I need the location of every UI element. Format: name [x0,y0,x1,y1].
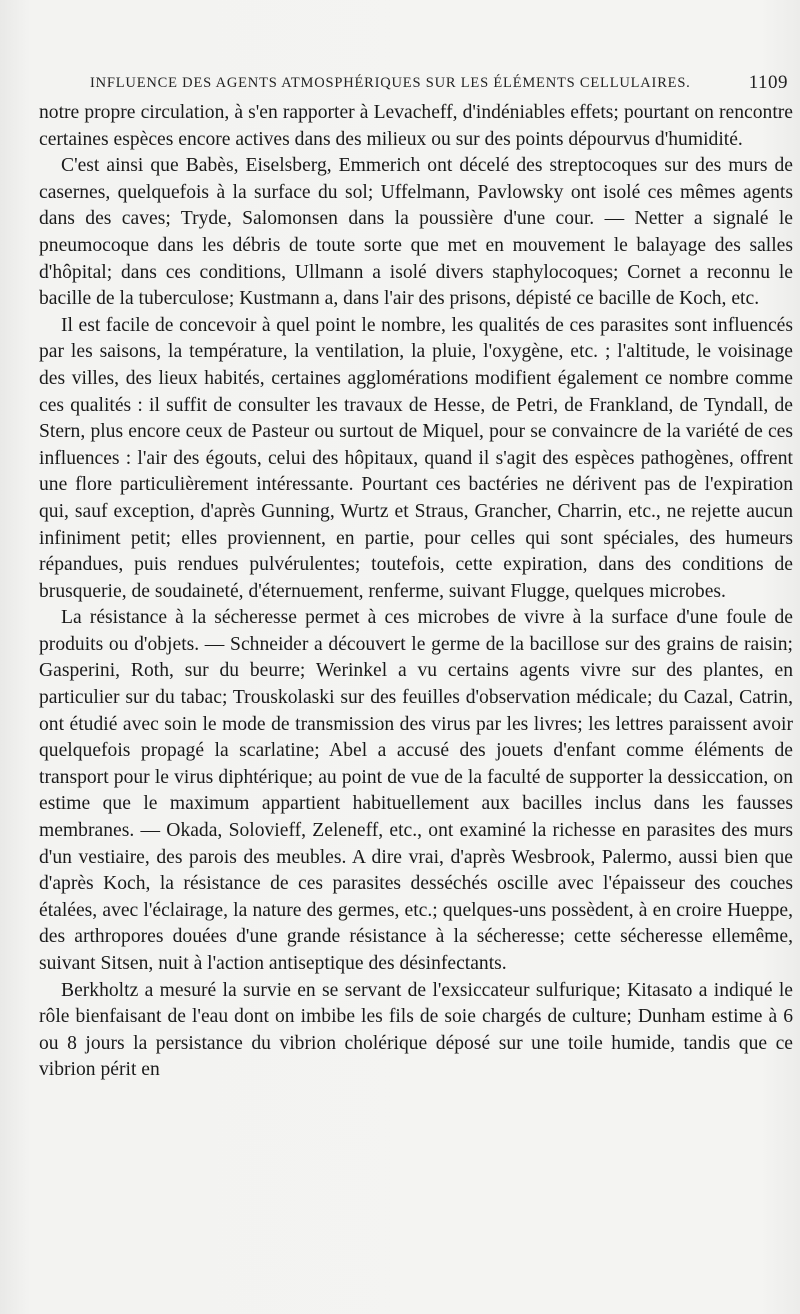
running-title: INFLUENCE DES AGENTS ATMOSPHÉRIQUES SUR LES ÉLÉMENTS CELLULAIRES. [90,75,691,91]
body-text [39,100,793,1084]
paragraph-secheresse: La résistance à la sécheresse permet à ces microbes de vivre à la surface d'une foule de produits ou d'objets. — Schneider a découvert le germe de la bacillose sur des grains de raisin; Gasperini, Roth, sur du beurre; Werinkel a vu certains agents vivre sur des plantes, en particulier sur du tabac; Trouskolaski sur des feuilles d'observation médicale; du Cazal, Catrin, ont étudié avec soin le mode de transmission des virus par les livres; les lettres paraissent avoir quelquefois propagé la scarlatine; Abel a accusé des jouets d'enfant comme éléments de transport pour le virus diphtérique; au point de vue de la faculté de supporter la dessiccation, on estime que le maximum appartient habituellement aux bacilles inclus dans les fausses membranes. — Okada, Solovieff, Zeleneff, etc., ont examiné la richesse en parasites des murs d'un vestiaire, des parois des meubles. A dire vrai, d'après Wesbrook, Palermo, aussi bien que d'après Koch, la résistance de ces parasites desséchés oscille avec l'épaisseur des couches étalées, avec l'éclairage, la nature des germes, etc.; quelques-uns possèdent, à en croire Hueppe, des arthropores douées d'une grande résistance à la sécheresse; cette sécheresse ellemême, suivant Sitsen, nuit à l'action antiseptique des désinfectants. [39,607,793,974]
page-number: 1109 [748,72,788,93]
paragraph-continuation: notre propre circulation, à s'en rapporter à Levacheff, d'indéniables effets; pourtant on rencontre certaines espèces encore actives dans des milieux ou sur des points dépourvus d'humidité. [39,102,793,150]
paragraph-influences: Il est facile de concevoir à quel point le nombre, les qualités de ces parasites sont influencés par les saisons, la température, la ventilation, la pluie, l'oxygène, etc. ; l'altitude, le voisinage des villes, des lieux habités, certaines agglomérations modifient également ce nombre comme ces qualités : il suffit de consulter les travaux de Hesse, de Petri, de Frankland, de Tyndall, de Stern, plus encore ceux de Pasteur ou surtout de Miquel, pour se convaincre de la variété de ces influences : l'air des égouts, celui des hôpitaux, quand il s'agit des espèces pathogènes, offrent une flore particulièrement intéressante. Pourtant ces bactéries ne dérivent pas de l'expiration qui, sauf exception, d'après Gunning, Wurtz et Straus, Grancher, Charrin, etc., ne rejette aucun infiniment petit; elles proviennent, en partie, pour celles qui sont spéciales, des humeurs répandues, puis rendues pulvérulentes; toutefois, cette expiration, dans des conditions de brusquerie, de soudaineté, d'éternuement, renferme, suivant Flugge, quelques microbes. [39,314,793,602]
paragraph-streptocoques: C'est ainsi que Babès, Eiselsberg, Emmerich ont décelé des streptocoques sur des murs de casernes, quelquefois à la surface du sol; Uffelmann, Pavlowsky ont isolé ces mêmes agents dans des caves; Tryde, Salomonsen dans la poussière d'une cour. — Netter a signalé le pneumocoque dans les débris de toute sorte que met en mouvement le balayage des salles d'hôpital; dans ces conditions, Ullmann a isolé divers staphylocoques; Cornet a reconnu le bacille de la tuberculose; Kustmann a, dans l'air des prisons, dépisté ce bacille de Koch, etc. [39,155,793,310]
running-header [90,72,788,98]
paragraph-survie: Berkholtz a mesuré la survie en se servant de l'exsiccateur sulfurique; Kitasato a indiqué le rôle bienfaisant de l'eau dont on imbibe les fils de soie chargés de culture; Dunham estime à 6 ou 8 jours la persistance du vibrion cholérique déposé sur une toile humide, tandis que ce vibrion périt en [39,979,793,1081]
